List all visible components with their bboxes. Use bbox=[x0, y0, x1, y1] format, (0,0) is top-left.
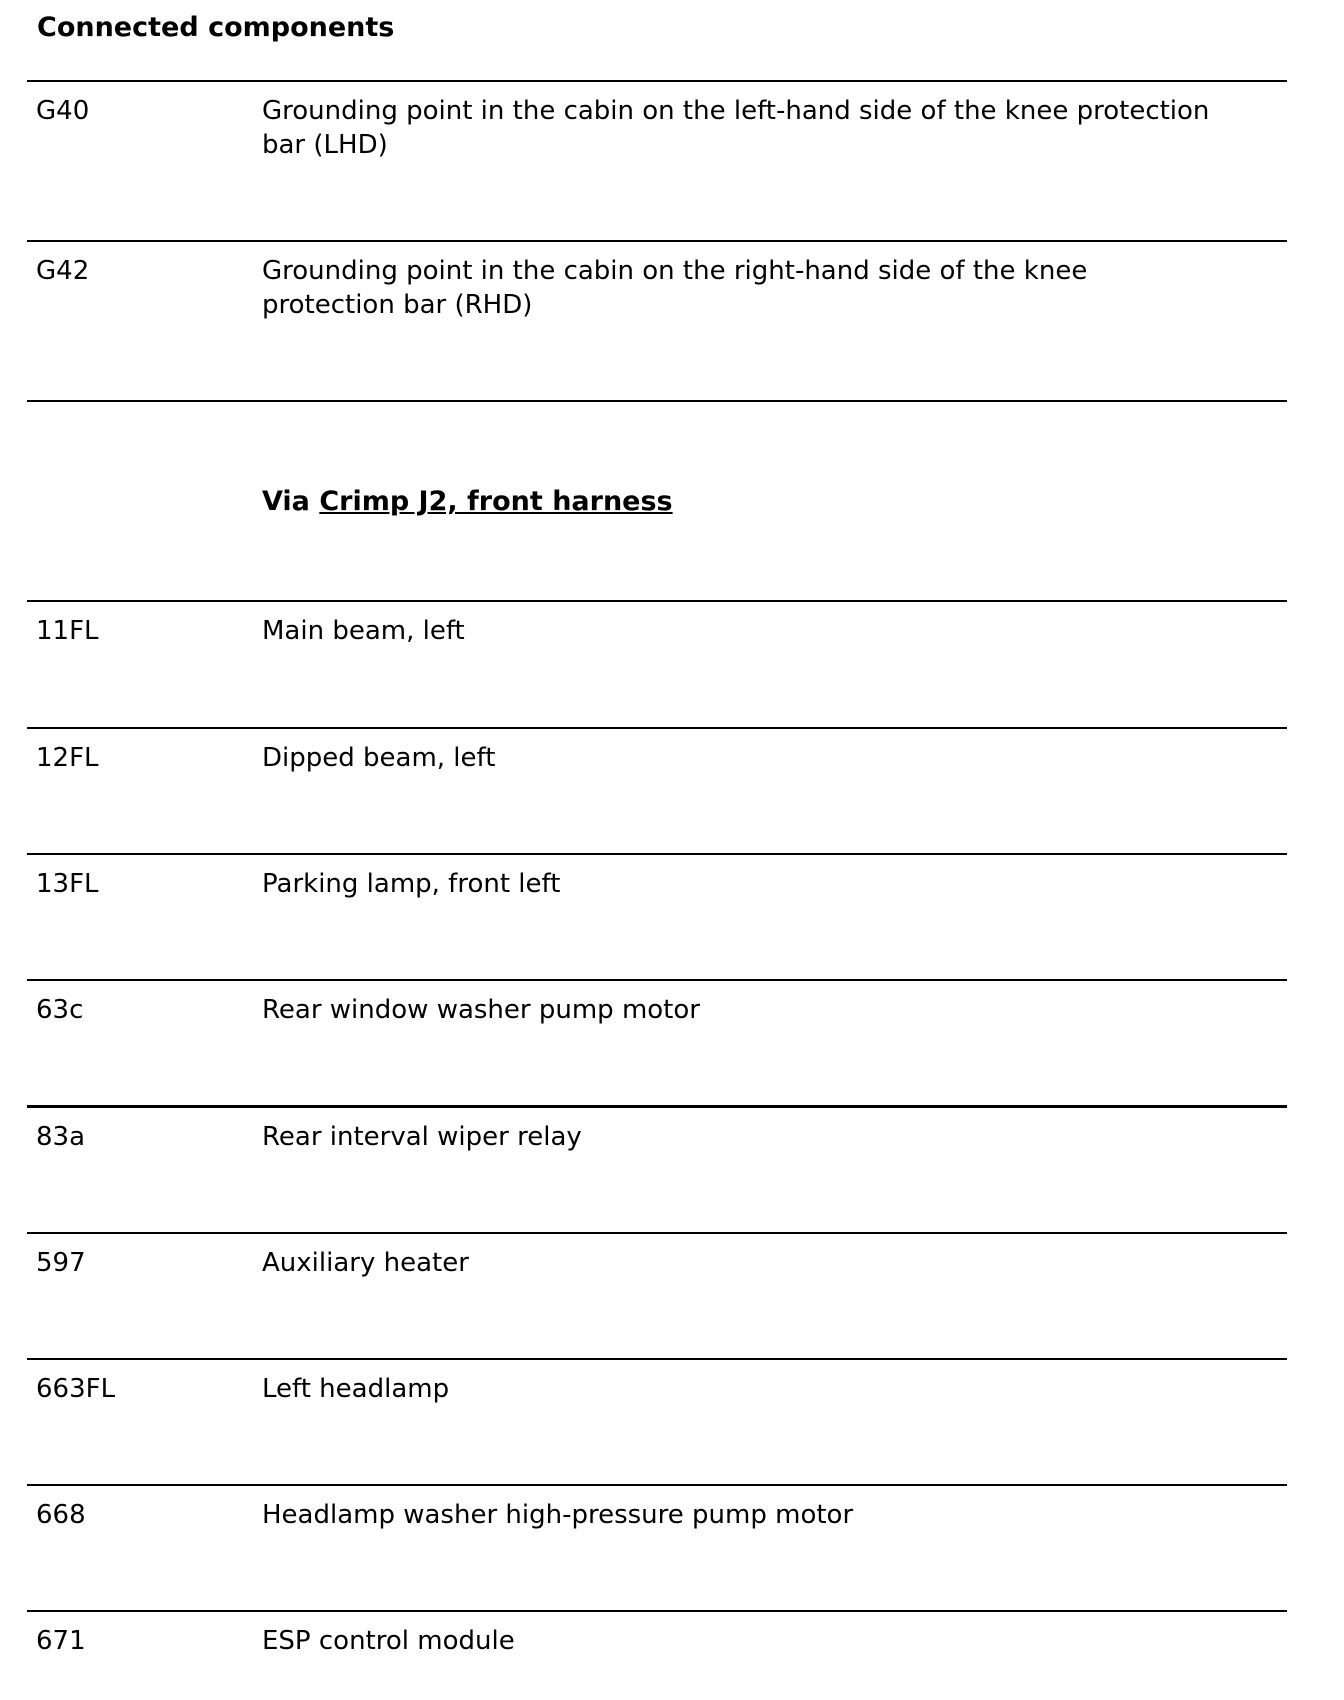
component-description: Grounding point in the cabin on the right-hand side of the knee protection bar (RHD) bbox=[262, 256, 1088, 320]
section-title: Connected components bbox=[37, 12, 395, 43]
component-code: 597 bbox=[36, 1248, 86, 1278]
table-row bbox=[27, 1232, 1287, 1360]
component-code: G40 bbox=[36, 96, 90, 126]
component-code: 668 bbox=[36, 1500, 86, 1530]
table-row bbox=[27, 1610, 1287, 1692]
table-row bbox=[27, 600, 1287, 728]
component-code: 12FL bbox=[36, 743, 99, 773]
component-description: Main beam, left bbox=[262, 616, 465, 646]
component-code: 13FL bbox=[36, 869, 99, 899]
table-row bbox=[27, 1358, 1287, 1486]
component-description: Rear interval wiper relay bbox=[262, 1122, 582, 1152]
component-code: 671 bbox=[36, 1626, 86, 1656]
via-prefix: Via bbox=[262, 486, 310, 517]
component-description: Auxiliary heater bbox=[262, 1248, 469, 1278]
via-heading bbox=[262, 485, 673, 519]
table-row bbox=[27, 979, 1287, 1107]
component-code: 83a bbox=[36, 1122, 86, 1152]
table-row bbox=[27, 80, 1287, 242]
component-description: ESP control module bbox=[262, 1626, 515, 1656]
table-divider bbox=[27, 400, 1287, 402]
table-row bbox=[27, 853, 1287, 981]
table-row bbox=[27, 727, 1287, 855]
component-code: G42 bbox=[36, 256, 90, 286]
crimp-j2-link[interactable]: Crimp J2, front harness bbox=[319, 486, 673, 517]
table-row bbox=[27, 1105, 1287, 1234]
component-description: Grounding point in the cabin on the left-hand side of the knee protection bar (LHD) bbox=[262, 96, 1210, 160]
component-code: 63c bbox=[36, 995, 84, 1025]
component-code: 11FL bbox=[36, 616, 99, 646]
component-description: Headlamp washer high-pressure pump motor bbox=[262, 1500, 854, 1530]
component-description: Rear window washer pump motor bbox=[262, 995, 700, 1025]
table-row bbox=[27, 1484, 1287, 1612]
component-code: 663FL bbox=[36, 1374, 116, 1404]
component-description: Parking lamp, front left bbox=[262, 869, 561, 899]
component-description: Dipped beam, left bbox=[262, 743, 496, 773]
component-description: Left headlamp bbox=[262, 1374, 450, 1404]
table-row bbox=[27, 240, 1287, 402]
